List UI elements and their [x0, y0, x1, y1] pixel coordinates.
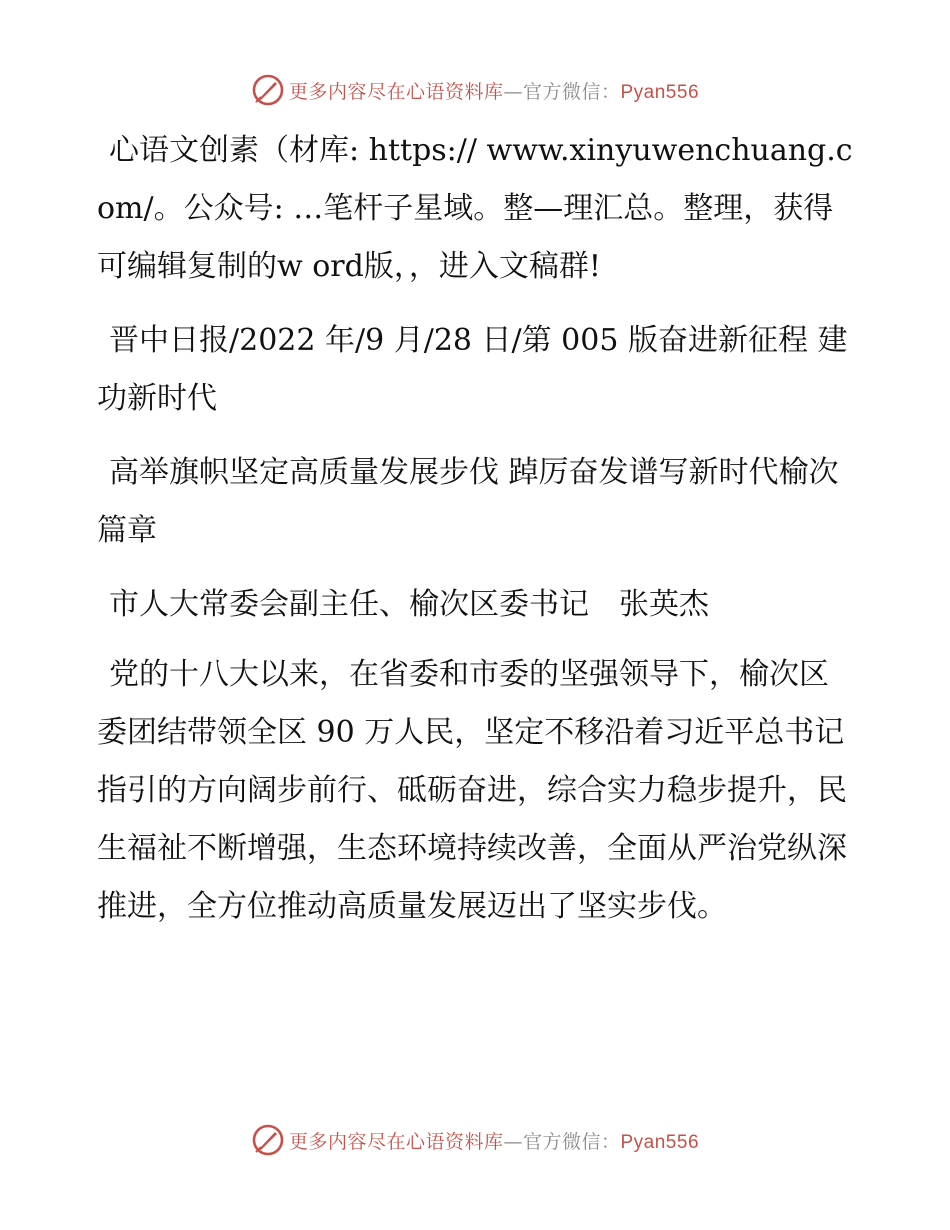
author-line: 市人大常委会副主任、榆次区委书记 张英杰 — [109, 587, 709, 622]
banner-main-text: 更多内容尽在心语资料库 — [288, 1130, 504, 1153]
banner-dash: — — [503, 80, 523, 103]
intro-paragraph: 心语文创素（材库: https:// www.xinyuwenchuang.com/。公众号: …笔杆子星域。整—理汇总。整理，获得可编辑复制的w ord版，，进入文稿群! — [97, 133, 853, 284]
banner-wechat-label: 官方微信： — [522, 1130, 621, 1153]
body-paragraph: 党的十八大以来，在省委和市委的坚强领导下，榆次区委团结带领全区 90 万人民，坚定不移沿着习近平总书记指引的方向阔步前行、砥砺奋进，综合实力稳步提升，民生福祉不断增强，生态环境持续改善，全面从严治党纵深推进，全方位推动高质量发展迈出了坚实步伐。 — [97, 657, 847, 924]
banner-wechat-id: Pyan556 — [620, 81, 700, 103]
banner-wechat-id: Pyan556 — [620, 1131, 700, 1153]
banner-text — [289, 77, 699, 104]
document-body — [97, 122, 857, 952]
source-line: 晋中日报/2022 年/9 月/28 日/第 005 版奋进新征程 建功新时代 — [97, 323, 848, 416]
quill-circle-icon — [251, 73, 285, 107]
banner-text — [289, 1127, 699, 1154]
footer-banner — [0, 1120, 950, 1160]
banner-main-text: 更多内容尽在心语资料库 — [288, 80, 504, 103]
banner-wechat-label: 官方微信： — [522, 80, 621, 103]
banner-dash: — — [503, 1130, 523, 1153]
header-banner — [0, 70, 950, 110]
article-title: 高举旗帜坚定高质量发展步伐 踔厉奋发谱写新时代榆次篇章 — [97, 455, 839, 548]
quill-circle-icon — [251, 1123, 285, 1157]
